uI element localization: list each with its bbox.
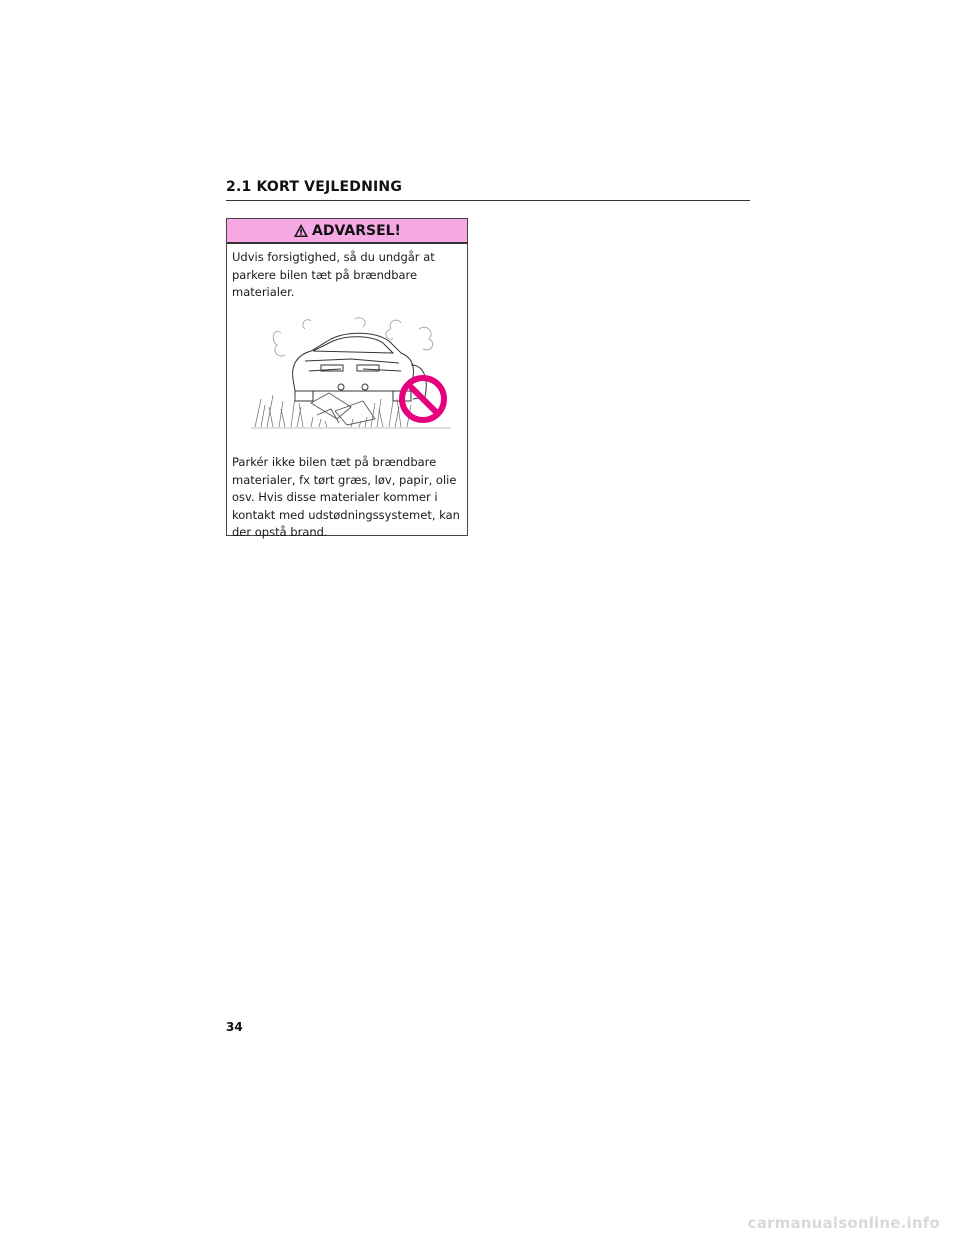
warning-triangle-icon <box>293 223 309 238</box>
watermark: carmanualsonline.info <box>747 1214 940 1232</box>
warning-intro-text: Udvis forsigtighed, så du undgår at parkere bilen tæt på brændbare materialer. <box>232 250 435 299</box>
warning-body-text: Parkér ikke bilen tæt på brændbare materialer, fx tørt græs, løv, papir, olie osv. Hvis disse materialer kommer i kontakt med udstødningssystemet, kan der opstå brand. <box>232 455 460 539</box>
section-header <box>226 178 750 201</box>
warning-box <box>226 218 468 539</box>
page-number: 34 <box>226 1020 243 1034</box>
warning-title: ADVARSEL! <box>312 222 401 239</box>
warning-header <box>227 219 467 244</box>
prohibition-icon <box>402 378 444 420</box>
section-title: 2.1 KORT VEJLEDNING <box>226 179 403 195</box>
car-on-dry-grass-illustration <box>251 315 451 431</box>
